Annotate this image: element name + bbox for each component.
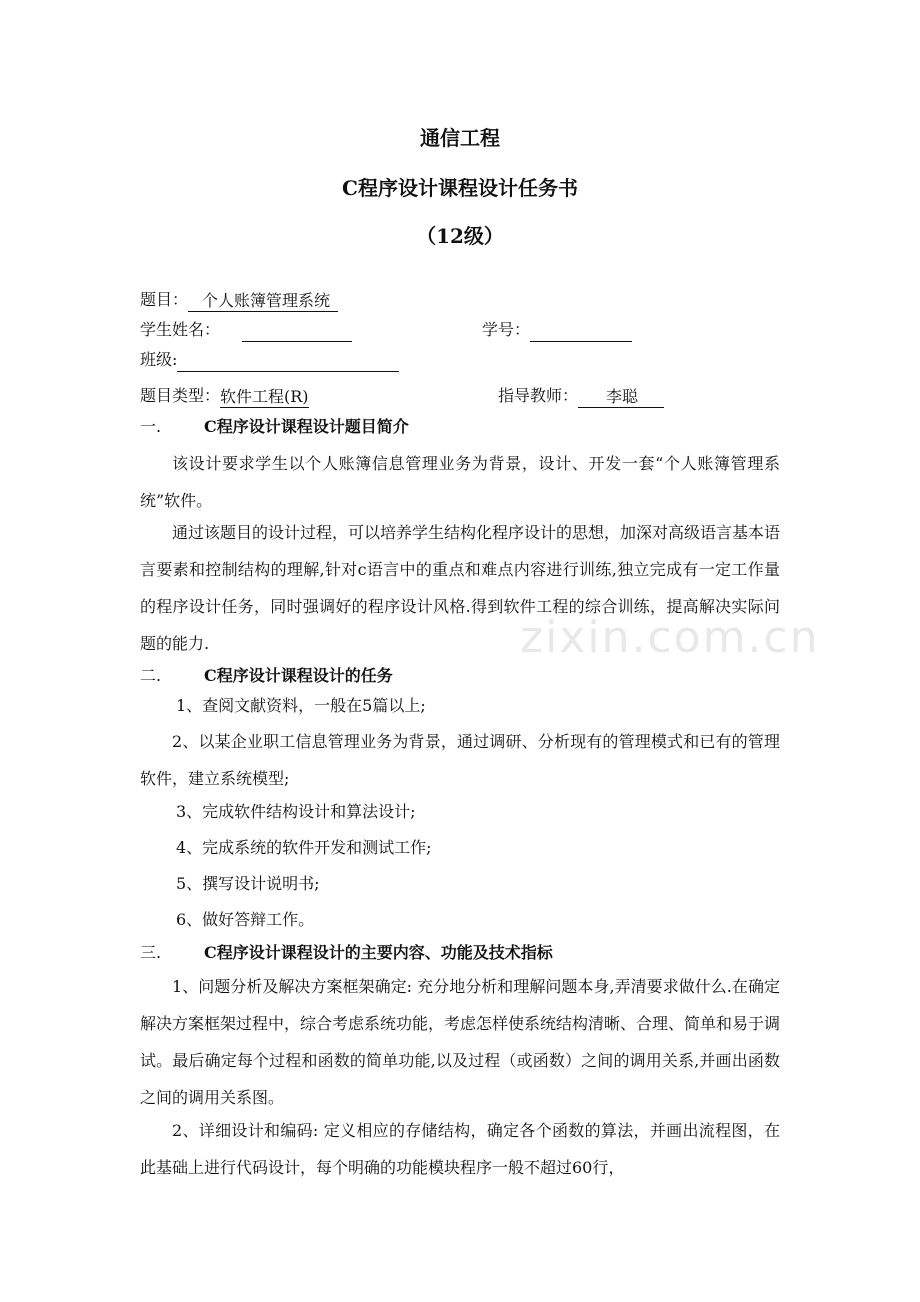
section-3-paragraph-2: 2、详细设计和编码: 定义相应的存储结构，确定各个函数的算法，并画出流程图，在此基础上进行代码设计，每个明确的功能模块程序一般不超过60行， [140,1121,780,1177]
student-name-label: 学生姓名： [140,320,221,339]
section-title: C程序设计课程设计的主要内容、功能及技术指标 [204,943,553,962]
section-1-paragraph-1: 该设计要求学生以个人账簿信息管理业务为背景，设计、开发一套“个人账簿管理系统”软件。 [140,454,780,510]
section-title: C程序设计课程设计题目简介 [204,417,409,436]
teacher-line [498,384,664,408]
student-id-blank [530,319,632,342]
topic-line [140,288,338,312]
topic-label: 题目： [140,290,189,309]
topic-value: 个人账簿管理系统 [188,289,338,312]
class-blank [177,349,399,372]
task-item-5: 5、撰写设计说明书; [176,874,320,893]
teacher-label: 指导教师： [498,386,579,405]
doc-heading-major: 通信工程 [420,126,500,150]
doc-heading-title: C程序设计课程设计任务书 [342,176,578,200]
student-name-blank [242,319,352,342]
section-1-paragraph-2: 通过该题目的设计过程，可以培养学生结构化程序设计的思想，加深对高级语言基本语言要素和控制结构的理解,针对c语言中的重点和难点内容进行训练,独立完成有一定工作量的程序设计任务，同时强调好的程序设计风格.得到软件工程的综合训练，提高解决实际问题的能力. [140,523,781,653]
task-item-2: 2、以某企业职工信息管理业务为背景，通过调研、分析现有的管理模式和已有的管理软件，建立系统模型; [140,732,780,788]
section-title: C程序设计课程设计的任务 [204,666,393,685]
student-id-label: 学号： [482,320,531,339]
topic-type-value: 软件工程(R) [220,387,309,406]
class-label: 班级: [140,350,178,369]
doc-heading-grade: （12级） [416,224,504,248]
topic-type-line [140,384,309,408]
section-number: 一. [140,417,162,436]
class-line [140,348,399,372]
student-name-line [140,318,352,342]
task-item-4: 4、完成系统的软件开发和测试工作; [176,838,432,857]
section-3-heading [140,941,553,965]
teacher-value: 李聪 [578,385,664,408]
student-id-line [482,318,632,342]
section-3-paragraph-1: 1、问题分析及解决方案框架确定: 充分地分析和理解问题本身,弄清要求做什么.在确定解决方案框架过程中，综合考虑系统功能，考虑怎样使系统结构清晰、合理、简单和易于调试。最后确定每个过程和函数的简单功能,以及过程（或函数）之间的调用关系,并画出函数之间的调用关系图。 [140,977,781,1107]
section-number: 三. [140,943,162,962]
section-1-heading [140,415,409,439]
watermark: zixin.com.cn [520,612,820,663]
section-2-heading [140,664,393,688]
section-number: 二. [140,666,162,685]
task-item-6: 6、做好答辩工作。 [176,910,315,929]
task-item-1: 1、查阅文献资料，一般在5篇以上; [176,696,426,715]
topic-type-label: 题目类型： [140,386,221,405]
task-item-3: 3、完成软件结构设计和算法设计; [176,802,416,821]
